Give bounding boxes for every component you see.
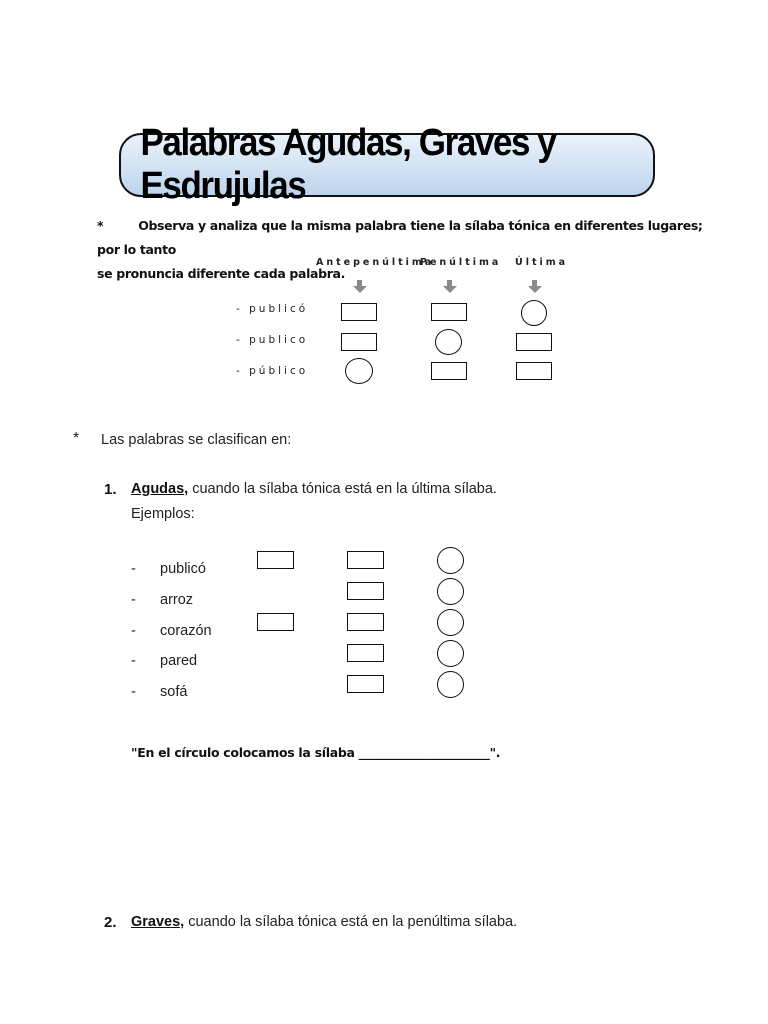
intro-line-2: se pronuncia diferente cada palabra.	[97, 266, 346, 281]
graves-term: Graves,	[131, 914, 185, 930]
section-bullet: *	[73, 430, 80, 447]
tonic-syllable-circle	[437, 671, 464, 698]
tonic-syllable-circle	[437, 640, 464, 667]
graves-definition-line	[131, 914, 517, 930]
column-header-penultima: Penúltima	[420, 257, 502, 268]
list-dash: -	[131, 684, 136, 700]
graves-number: 2.	[104, 914, 117, 931]
syllable-box	[347, 675, 384, 693]
column-header-ultima: Última	[515, 257, 569, 268]
agudas-term: Agudas,	[131, 481, 189, 497]
column-header-antepenultima: Antepenúltima	[316, 257, 435, 268]
syllable-box	[341, 333, 377, 351]
example-word: pared	[160, 653, 198, 669]
tonic-syllable-circle	[437, 578, 464, 605]
agudas-definition-line	[131, 481, 497, 497]
section-text: Las palabras se clasifican en:	[101, 432, 292, 448]
example-word: sofá	[160, 684, 188, 700]
example-word: publicó	[160, 561, 206, 577]
syllable-box	[347, 644, 384, 662]
tonic-syllable-circle	[437, 609, 464, 636]
comparison-word-publico-esdrujula: - público	[236, 365, 309, 377]
syllable-box	[257, 551, 294, 569]
graves-definition: cuando la sílaba tónica está en la penúltima sílaba.	[184, 914, 518, 930]
tonic-syllable-circle	[345, 358, 373, 384]
examples-label: Ejemplos:	[131, 506, 195, 522]
syllable-box	[516, 362, 552, 380]
example-word: arroz	[160, 592, 194, 608]
agudas-definition: cuando la sílaba tónica está en la última sílaba.	[188, 481, 497, 497]
tonic-syllable-circle	[437, 547, 464, 574]
page-title: Palabras Agudas, Graves y Esdrujulas	[140, 122, 556, 207]
fill-in-blank-sentence[interactable]: "En el círculo colocamos la sílaba ______________________".	[131, 745, 501, 760]
agudas-number: 1.	[104, 481, 117, 498]
list-dash: -	[131, 623, 136, 639]
syllable-box	[257, 613, 294, 631]
example-word: corazón	[160, 623, 212, 639]
list-dash: -	[131, 561, 136, 577]
syllable-box	[347, 551, 384, 569]
syllable-box	[347, 582, 384, 600]
tonic-syllable-circle	[435, 329, 462, 355]
intro-bullet: *	[97, 218, 104, 233]
syllable-box	[431, 303, 467, 321]
list-dash: -	[131, 653, 136, 669]
intro-line-1: Observa y analiza que la misma palabra tiene la sílaba tónica en diferentes lugares; por lo tanto	[97, 218, 703, 257]
intro-paragraph	[97, 214, 707, 286]
syllable-box	[431, 362, 467, 380]
comparison-word-publico-grave: - publico	[236, 334, 309, 346]
syllable-box	[516, 333, 552, 351]
list-dash: -	[131, 592, 136, 608]
syllable-box	[341, 303, 377, 321]
tonic-syllable-circle	[521, 300, 547, 326]
comparison-word-publico-aguda: - publicó	[236, 303, 309, 315]
syllable-box	[347, 613, 384, 631]
